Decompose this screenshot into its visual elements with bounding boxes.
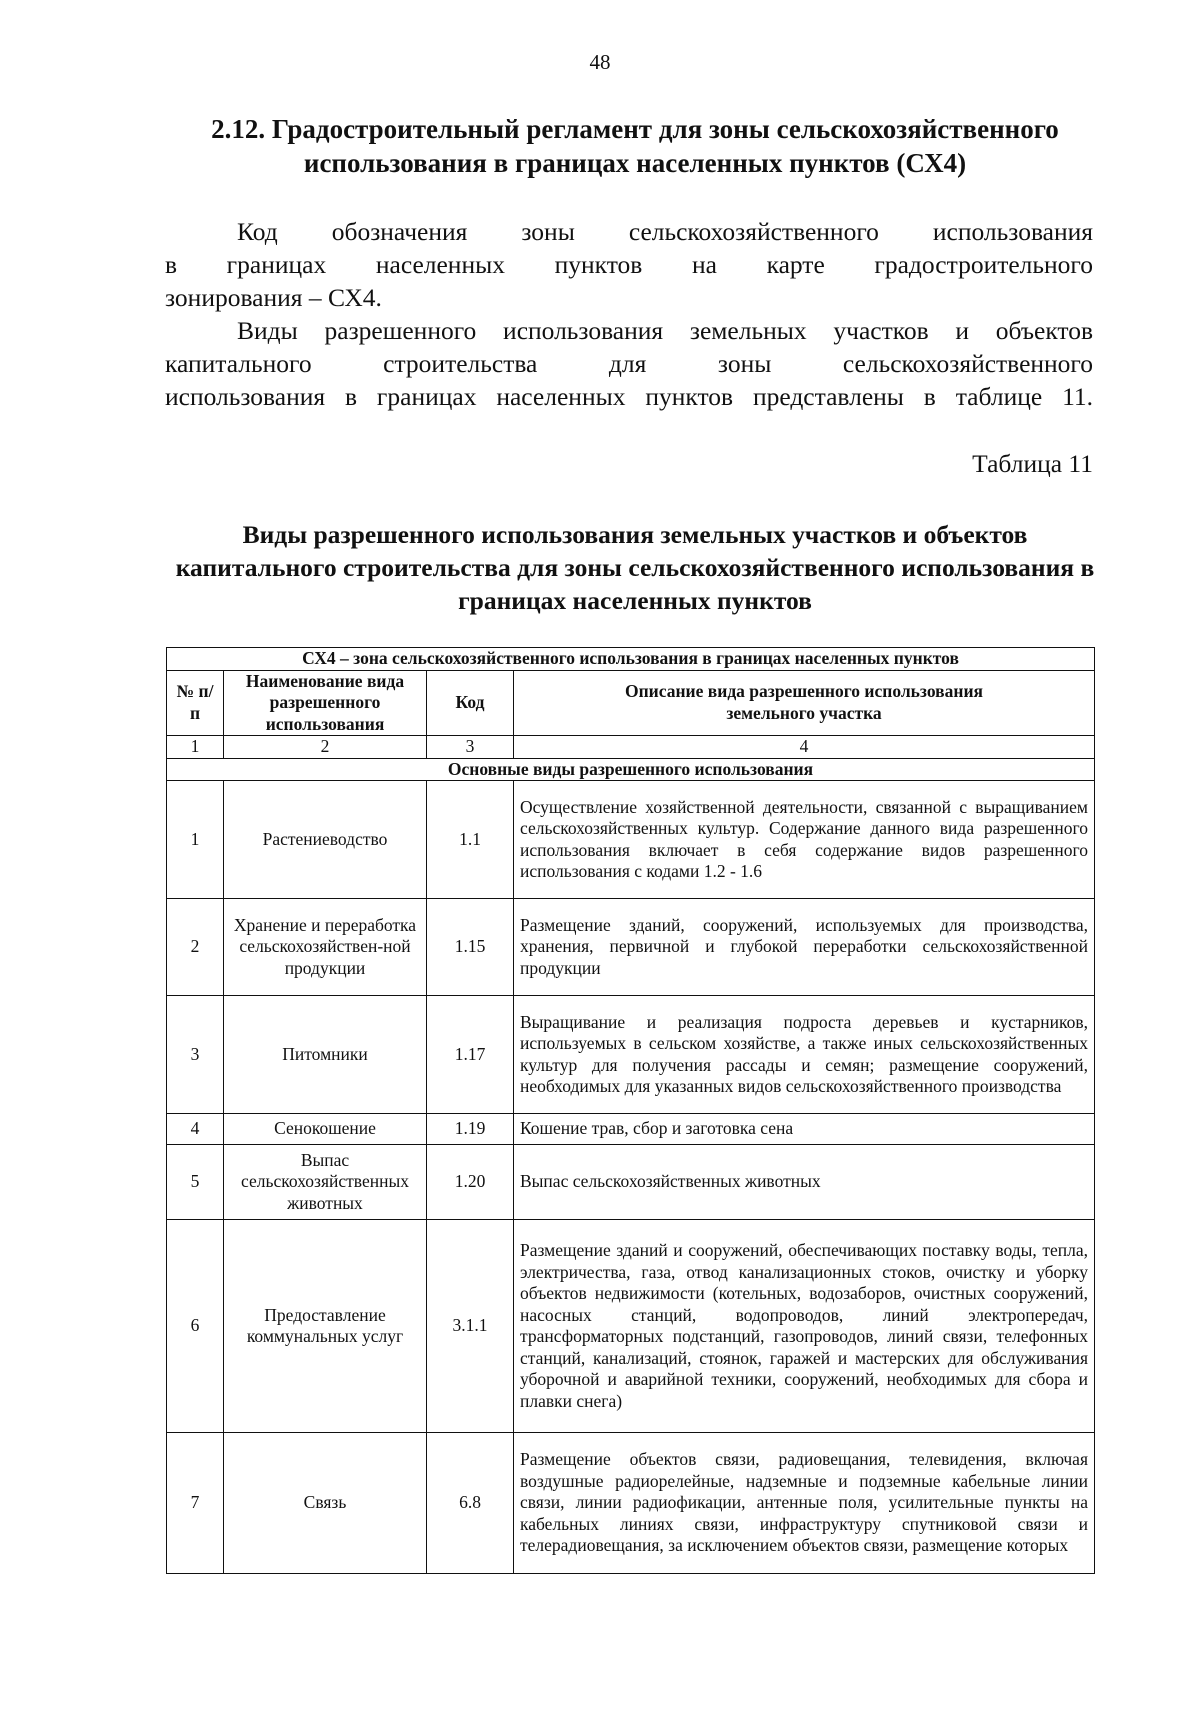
row-description: Осуществление хозяйственной деятельности, связанной с выращиванием сельскохозяйственных культур. Содержание данного вида разрешенного использования включает в себя содержание видов разрешенного использования с кодами 1.2 - 1.6	[514, 781, 1095, 899]
table-row	[167, 781, 1095, 899]
row-name: Питомники	[224, 996, 427, 1114]
row-name: Растениеводство	[224, 781, 427, 899]
column-number: 2	[224, 736, 427, 759]
header-description: Описание вида разрешенного использования земельного участка	[514, 670, 1095, 736]
header-num: № п/п	[167, 670, 224, 736]
row-code: 1.15	[427, 899, 514, 996]
page-number: 48	[589, 50, 611, 74]
row-name: Сенокошение	[224, 1114, 427, 1145]
row-num: 1	[167, 781, 224, 899]
row-name: Предоставление коммунальных услуг	[224, 1220, 427, 1433]
table-row	[167, 1433, 1095, 1574]
zone-header-cell: СХ4 – зона сельскохозяйственного использования в границах населенных пунктов	[167, 648, 1095, 671]
paragraph-line: использования в границах населенных пунктов представлены в таблице 11.	[165, 382, 1093, 411]
table-row	[167, 996, 1095, 1114]
header-name: Наименование вида разрешенного использования	[224, 670, 427, 736]
row-description: Размещение зданий и сооружений, обеспечивающих поставку воды, тепла, электричества, газа, отвод канализационных стоков, очистку и уборку объектов недвижимости (котельных, водозаборов, очистных сооружений, насосных станций, водопроводов, линий электропередач, трансформаторных подстанций, газопроводов, линий связи, телефонных станций, канализаций, стоянок, гаражей и мастерских для обслуживания уборочной и аварийной техники, сооружений, необходимых для сбора и плавки снега)	[514, 1220, 1095, 1433]
row-num: 4	[167, 1114, 224, 1145]
paragraph-line: капитального строительства для зоны сельскохозяйственного	[165, 349, 1093, 378]
paragraph-zone-code	[165, 215, 1093, 314]
row-name: Хранение и переработка сельскохозяйствен-ной продукции	[224, 899, 427, 996]
table-row	[167, 1220, 1095, 1433]
column-number: 1	[167, 736, 224, 759]
row-num: 5	[167, 1145, 224, 1220]
row-code: 1.17	[427, 996, 514, 1114]
section-title: 2.12. Градостроительный регламент для зоны сельскохозяйственного использования в границах населенных пунктов (СХ4)	[211, 114, 1059, 178]
table-title: Виды разрешенного использования земельных участков и объектов капитального строительства для зоны сельскохозяйственного использования в границах населенных пунктов	[175, 520, 1095, 615]
row-code: 1.19	[427, 1114, 514, 1145]
paragraph-line: Виды разрешенного использования земельных участков и объектов	[237, 316, 1093, 345]
header-code: Код	[427, 670, 514, 736]
row-description: Выращивание и реализация подроста деревьев и кустарников, используемых в сельском хозяйстве, а также иных сельскохозяйственных культур для получения рассады и семян; размещение сооружений, необходимых для указанных видов сельскохозяйственного производства	[514, 996, 1095, 1114]
table-zone-header-row	[167, 648, 1095, 671]
row-name: Связь	[224, 1433, 427, 1574]
table-row	[167, 899, 1095, 996]
row-code: 3.1.1	[427, 1220, 514, 1433]
table-caption: Таблица 11	[972, 449, 1093, 478]
row-code: 1.20	[427, 1145, 514, 1220]
row-num: 6	[167, 1220, 224, 1433]
column-number: 3	[427, 736, 514, 759]
paragraph-line: зонирования – СХ4.	[165, 283, 382, 312]
row-num: 7	[167, 1433, 224, 1574]
column-numbers-row	[167, 736, 1095, 759]
paragraph-permitted-uses	[165, 314, 1093, 413]
paragraph-line: в границах населенных пунктов на карте градостроительного	[165, 250, 1093, 279]
group-row	[167, 758, 1095, 781]
group-label: Основные виды разрешенного использования	[167, 758, 1095, 781]
row-description: Выпас сельскохозяйственных животных	[514, 1145, 1095, 1220]
table-row	[167, 1145, 1095, 1220]
column-number: 4	[514, 736, 1095, 759]
row-num: 2	[167, 899, 224, 996]
row-description: Кошение трав, сбор и заготовка сена	[514, 1114, 1095, 1145]
paragraph-line: Код обозначения зоны сельскохозяйственного использования	[237, 217, 1093, 246]
row-code: 1.1	[427, 781, 514, 899]
row-description: Размещение объектов связи, радиовещания, телевидения, включая воздушные радиорелейные, надземные и подземные кабельные линии связи, линии радиофикации, антенные поля, усилительные пункты на кабельных линиях связи, инфраструктуру спутниковой связи и телерадиовещания, за исключением объектов связи, размещение которых	[514, 1433, 1095, 1574]
table-header-row	[167, 670, 1095, 736]
row-description: Размещение зданий, сооружений, используемых для производства, хранения, первичной и глубокой переработки сельскохозяйственной продукции	[514, 899, 1095, 996]
row-code: 6.8	[427, 1433, 514, 1574]
table-row	[167, 1114, 1095, 1145]
row-num: 3	[167, 996, 224, 1114]
permitted-uses-table	[166, 647, 1095, 1574]
row-name: Выпас сельскохозяйственных животных	[224, 1145, 427, 1220]
